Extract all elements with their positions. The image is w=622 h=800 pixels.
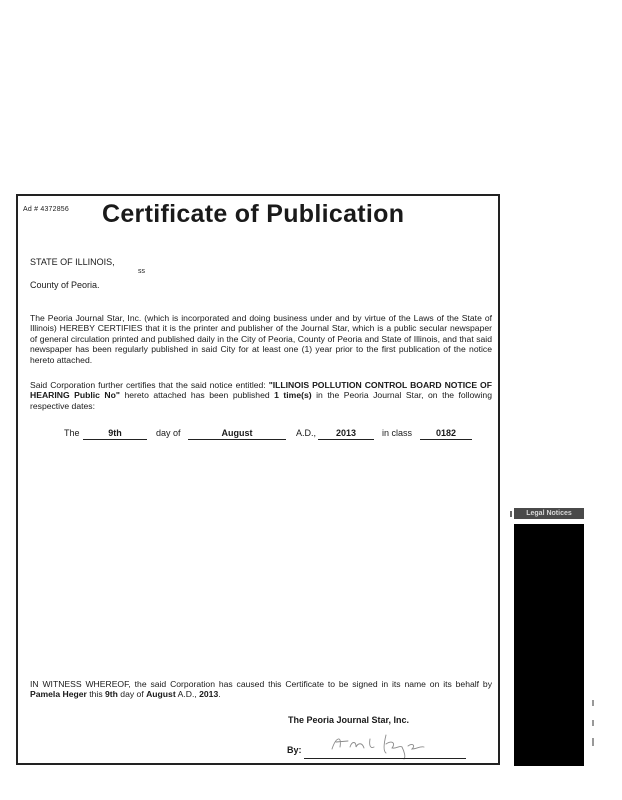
- witness-day-of: day of: [117, 689, 147, 700]
- witness-paragraph: [30, 679, 492, 700]
- newspaper-clipping: [514, 508, 584, 766]
- signature-line: [304, 758, 466, 759]
- ad-number: Ad # 4372856: [23, 206, 69, 213]
- notice-times: 1 time(s): [274, 390, 312, 401]
- notice-prefix: Said Corporation further certifies that the said notice entitled:: [30, 380, 269, 390]
- certificate-title: Certificate of Publication: [102, 200, 405, 228]
- witness-ad: A.D.,: [175, 689, 200, 700]
- month-field: August: [188, 428, 286, 440]
- the-label: The: [64, 428, 80, 438]
- witness-signer: Pamela Heger: [30, 689, 87, 700]
- publisher-name: The Peoria Journal Star, Inc.: [288, 715, 410, 725]
- witness-day: 9th: [105, 689, 118, 700]
- certificate-box: [16, 194, 500, 765]
- ad-label: A.D.,: [296, 428, 317, 438]
- notice-title: "ILLINOIS POLLUTION CONTROL BOARD NOTICE OF HEARING Public No": [30, 380, 492, 401]
- notice-middle: hereto attached has been published: [119, 390, 275, 401]
- clipping-redacted-body: [514, 524, 584, 766]
- certification-paragraph: The Peoria Journal Star, Inc. (which is incorporated and doing business under and by virtue of the Laws of the State of Illinois) HEREBY CERTIFIES that it is the printer and publisher of the Journal Star, which is a public secular newspaper of general circulation printed and published daily in the City of Peoria, County of Peoria and State of Illinois, and that said newspaper has been regularly published in said City for at least one (1) year prior to the first publication of the notice hereto attached.: [30, 313, 492, 365]
- clipping-mark: [510, 511, 512, 517]
- publication-date-row: [64, 428, 484, 444]
- witness-year: 2013: [199, 689, 219, 700]
- class-field: 0182: [420, 428, 472, 440]
- notice-paragraph: [30, 380, 492, 411]
- state-line: STATE OF ILLINOIS,: [30, 257, 115, 267]
- year-field: 2013: [318, 428, 374, 440]
- notice-suffix: in the Peoria Journal Star, on the following respective dates:: [30, 390, 492, 411]
- county-line: County of Peoria.: [30, 280, 100, 290]
- by-label: By:: [287, 745, 302, 755]
- witness-this: this: [86, 689, 106, 700]
- edge-marks: [589, 700, 603, 750]
- clipping-header: Legal Notices: [514, 508, 584, 519]
- signature-image: [326, 727, 436, 761]
- witness-prefix: IN WITNESS WHEREOF, the said Corporation has caused this Certificate to be signed in its name on its behalf by: [30, 679, 492, 689]
- day-field: 9th: [83, 428, 147, 440]
- day-of-label: day of: [156, 428, 181, 438]
- witness-end: .: [218, 689, 221, 700]
- class-label: in class: [382, 428, 413, 438]
- witness-month: August: [146, 689, 176, 700]
- ss-mark: ss: [138, 268, 145, 275]
